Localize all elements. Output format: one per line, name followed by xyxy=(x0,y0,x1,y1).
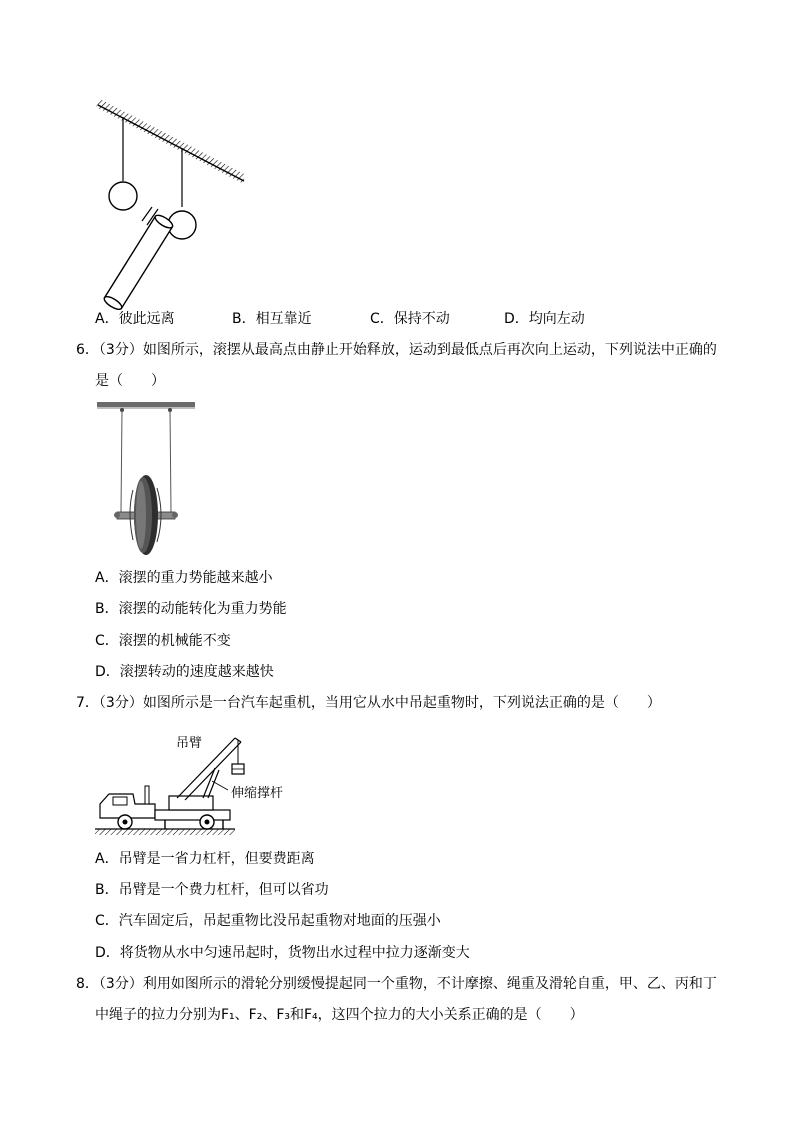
option-text: 均向左动 xyxy=(528,311,585,327)
q6-option-b xyxy=(95,599,287,619)
option-letter: B． xyxy=(95,882,119,898)
q6-option-d xyxy=(95,662,274,682)
question-number: 7． xyxy=(76,695,99,711)
question-score: （3分） xyxy=(98,342,143,358)
q6-option-c xyxy=(95,631,231,651)
q7-stem xyxy=(76,693,661,713)
option-text: 滚摆的动能转化为重力势能 xyxy=(118,601,287,617)
figure-q6-maxwell-wheel xyxy=(95,400,200,560)
q8-stem-line2: 中绳子的拉力分别为F₁、F₂、F₃和F₄，这四个拉力的大小关系正确的是（ ） xyxy=(95,1007,584,1023)
option-letter: B． xyxy=(232,311,256,327)
option-text: 滚摆的重力势能越来越小 xyxy=(118,570,273,586)
option-letter: D． xyxy=(504,311,529,327)
label-strut: 伸缩撑杆 xyxy=(231,786,284,801)
ceiling-line xyxy=(98,105,244,181)
label-boom: 吊臂 xyxy=(176,736,203,751)
question-number: 8． xyxy=(76,976,99,992)
string-left xyxy=(121,410,122,512)
truck-chassis xyxy=(155,810,230,820)
option-letter: C． xyxy=(95,633,119,649)
option-text: 吊臂是一个费力杠杆，但可以省功 xyxy=(118,882,329,898)
option-letter: B． xyxy=(95,601,119,617)
option-letter: A． xyxy=(95,570,119,586)
q7-option-d xyxy=(95,943,470,963)
ball-left xyxy=(109,182,137,210)
question-stem: 如图所示，滚摆从最高点由静止开始释放，运动到最低点后再次向上运动，下列说法中正确的 xyxy=(142,342,717,358)
label-leader xyxy=(212,781,228,790)
ground-hatch xyxy=(95,829,235,835)
figure-q5-hanging-balls xyxy=(90,95,260,325)
option-letter: A． xyxy=(95,311,119,327)
option-letter: C． xyxy=(95,913,119,929)
option-text: 滚摆的机械能不变 xyxy=(118,633,231,649)
option-letter: C． xyxy=(370,311,394,327)
question-stem: 利用如图所示的滑轮分别缓慢提起同一个重物，不计摩擦、绳重及滑轮自重，甲、乙、丙和丁 xyxy=(142,976,717,992)
telescopic-strut xyxy=(203,768,215,798)
question-score: （3分） xyxy=(98,695,143,711)
option-text: 保持不动 xyxy=(393,311,450,327)
option-text: 吊臂是一省力杠杆，但要费距离 xyxy=(118,851,315,867)
option-text: 相互靠近 xyxy=(255,311,312,327)
q7-option-b xyxy=(95,880,329,900)
q7-option-c xyxy=(95,911,441,931)
q8-stem-line1 xyxy=(76,974,717,994)
q6-stem-line2: 是（ ） xyxy=(95,373,165,389)
question-score: （3分） xyxy=(98,976,143,992)
q5-option-a xyxy=(95,309,175,329)
option-text: 滚摆转动的速度越来越快 xyxy=(119,664,274,680)
option-letter: D． xyxy=(95,664,120,680)
support-bar xyxy=(97,402,195,407)
option-letter: D． xyxy=(95,945,120,961)
q6-option-a xyxy=(95,568,273,588)
option-text: 彼此远离 xyxy=(118,311,175,327)
question-number: 6． xyxy=(76,342,99,358)
q5-option-b xyxy=(232,309,312,329)
q5-option-d xyxy=(504,309,585,329)
question-stem: 如图所示是一台汽车起重机，当用它从水中吊起重物时，下列说法正确的是（ ） xyxy=(142,695,661,711)
option-text: 将货物从水中匀速吊起时，货物出水过程中拉力逐渐变大 xyxy=(119,945,470,961)
option-letter: A． xyxy=(95,851,119,867)
option-text: 汽车固定后，吊起重物比没吊起重物对地面的压强小 xyxy=(118,913,441,929)
cab-window xyxy=(113,797,127,805)
blow-pipe xyxy=(102,213,174,312)
string-right xyxy=(170,410,171,512)
q7-option-a xyxy=(95,849,315,869)
q6-stem-line1 xyxy=(76,340,717,360)
q5-option-c xyxy=(370,309,450,329)
turntable xyxy=(169,796,213,810)
